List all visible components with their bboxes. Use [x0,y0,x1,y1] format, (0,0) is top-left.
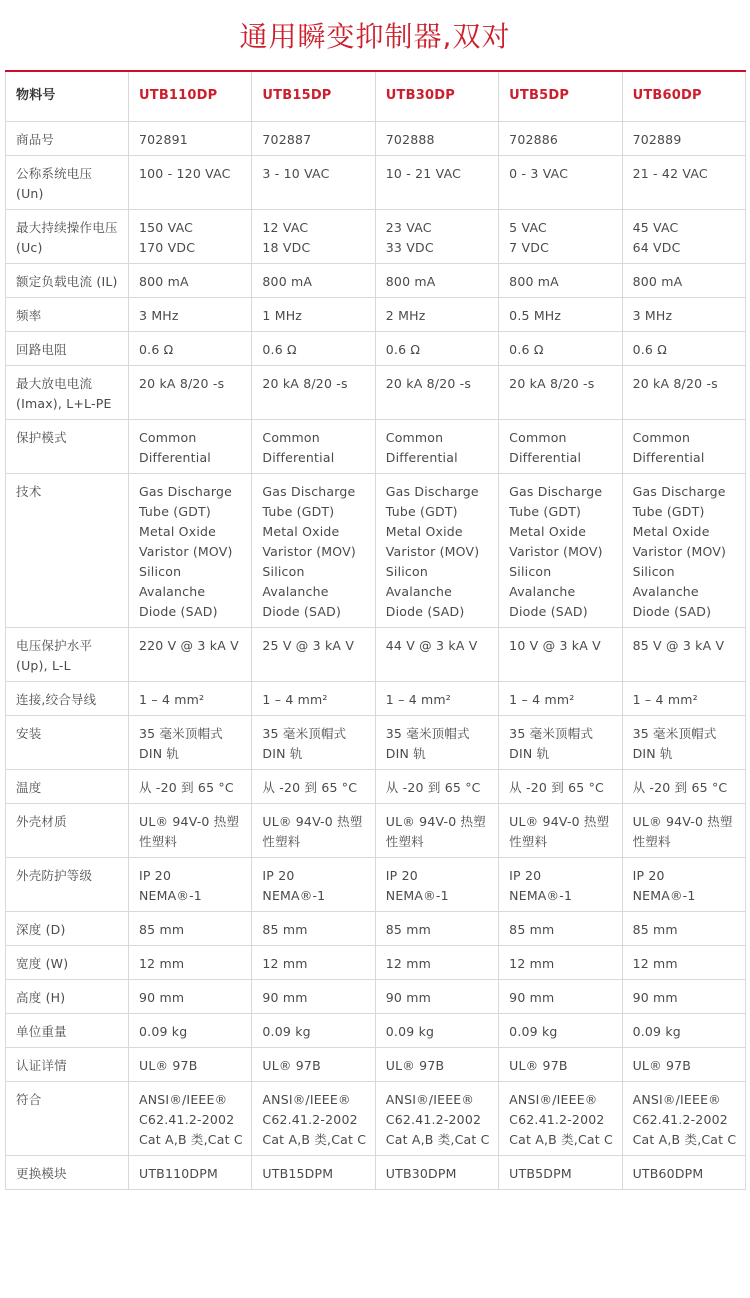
cell-line: Differential [262,450,335,465]
row-label: 外壳材质 [6,804,129,858]
cell-line: 85 mm [385,922,432,937]
table-cell [622,366,745,420]
row-label: 额定负载电流 (IL) [6,264,129,298]
cell-line: IP 20 [509,868,542,883]
table-row [6,980,746,1014]
cell-line: Common [262,430,320,445]
table-cell [252,804,375,858]
table-cell [129,298,252,332]
table-cell [129,980,252,1014]
cell-line: Silicon Avalanche Diode (SAD) [509,564,588,619]
cell-line: UTB110DPM [139,1166,218,1181]
cell-line: 0.6 Ω [139,342,174,357]
table-row [6,420,746,474]
cell-line: Common [385,430,444,445]
table-cell [129,682,252,716]
cell-line: ANSI®/IEEE® C62.41.2-2002 Cat A,B 类,Cat C [632,1092,737,1147]
cell-line: 35 毫米顶帽式 DIN 轨 [509,726,594,761]
cell-line: 85 mm [509,922,555,937]
cell-line: Metal Oxide Varistor (MOV) [509,524,603,559]
table-cell [622,420,745,474]
table-cell [499,716,622,770]
cell-line: 90 mm [632,990,678,1005]
table-cell [499,770,622,804]
table-cell [622,1156,745,1190]
cell-line: 12 mm [139,956,185,971]
cell-line: NEMA®-1 [509,888,573,903]
cell-line: 20 kA 8/20 -s [509,376,595,391]
cell-line: Differential [632,450,705,465]
cell-line: 0 - 3 VAC [509,166,569,181]
cell-line: 12 mm [632,956,678,971]
table-row [6,474,746,628]
row-label: 保护模式 [6,420,129,474]
cell-line: 20 kA 8/20 -s [139,376,225,391]
row-label: 符合 [6,1082,129,1156]
cell-line: 21 - 42 VAC [632,166,708,181]
cell-line: 1 MHz [262,308,303,323]
table-cell [252,210,375,264]
cell-line: ANSI®/IEEE® C62.41.2-2002 Cat A,B 类,Cat C [262,1092,367,1147]
cell-line: 44 V @ 3 kA V [385,638,478,653]
row-label: 最大放电电流 (Imax), L+L-PE [6,366,129,420]
cell-line: UTB30DPM [385,1166,457,1181]
table-cell [375,628,498,682]
cell-line: 0.5 MHz [509,308,562,323]
table-cell [252,628,375,682]
table-cell [622,980,745,1014]
cell-line: 1 – 4 mm² [385,692,452,707]
table-cell [622,1082,745,1156]
table-cell [129,804,252,858]
table-cell [129,156,252,210]
cell-line: 23 VAC [385,220,432,235]
table-header-row [6,71,746,122]
table-cell [129,946,252,980]
table-row [6,210,746,264]
table-cell [129,264,252,298]
spec-table-body [6,71,746,1190]
cell-line: UL® 97B [632,1058,692,1073]
cell-line: ANSI®/IEEE® C62.41.2-2002 Cat A,B 类,Cat C [385,1092,490,1147]
page-title: 通用瞬变抑制器,双对 [239,20,511,53]
cell-line: 从 -20 到 65 °C [509,780,604,795]
cell-line: 85 V @ 3 kA V [632,638,725,653]
cell-line: 1 – 4 mm² [262,692,328,707]
cell-line: 90 mm [262,990,308,1005]
table-cell [129,366,252,420]
row-label: 高度 (H) [6,980,129,1014]
cell-line: 35 毫米顶帽式 DIN 轨 [262,726,347,761]
table-row [6,156,746,210]
table-row [6,298,746,332]
cell-line: 0.09 kg [139,1024,188,1039]
table-cell [375,1014,498,1048]
table-row [6,770,746,804]
cell-line: 90 mm [509,990,555,1005]
table-cell [129,912,252,946]
table-cell [622,804,745,858]
cell-line: 85 mm [139,922,185,937]
table-cell [622,682,745,716]
cell-line: 20 kA 8/20 -s [385,376,472,391]
cell-line: 12 VAC [262,220,309,235]
table-cell [252,770,375,804]
cell-line: 18 VDC [262,240,311,255]
table-cell [129,716,252,770]
cell-line: Common [139,430,197,445]
table-cell [622,912,745,946]
cell-line: 800 mA [509,274,559,289]
table-row [6,332,746,366]
table-row [6,804,746,858]
model-number: UTB15DP [252,71,375,122]
table-cell [622,946,745,980]
cell-line: UL® 97B [262,1058,321,1073]
cell-line: 150 VAC [139,220,194,235]
table-cell [252,980,375,1014]
cell-line: UL® 94V-0 热塑性塑料 [509,814,610,849]
model-number: UTB5DP [499,71,622,122]
cell-line: 3 - 10 VAC [262,166,330,181]
cell-line: 从 -20 到 65 °C [632,780,728,795]
cell-line: NEMA®-1 [385,888,449,903]
cell-line: 90 mm [385,990,432,1005]
table-cell [499,1048,622,1082]
cell-line: Silicon Avalanche Diode (SAD) [385,564,465,619]
table-cell [252,122,375,156]
cell-line: NEMA®-1 [262,888,326,903]
table-cell [252,1156,375,1190]
table-cell [375,1156,498,1190]
table-cell [252,474,375,628]
table-cell [499,366,622,420]
cell-line: 90 mm [139,990,185,1005]
table-cell [252,912,375,946]
cell-line: 45 VAC [632,220,679,235]
cell-line: 0.6 Ω [262,342,297,357]
cell-line: Gas Discharge Tube (GDT) [139,484,233,519]
cell-line: Metal Oxide Varistor (MOV) [632,524,727,559]
table-cell [375,332,498,366]
spec-table [5,70,746,1190]
cell-line: IP 20 [385,868,418,883]
table-cell [499,946,622,980]
row-label: 回路电阻 [6,332,129,366]
cell-line: 1 – 4 mm² [139,692,205,707]
cell-line: 10 V @ 3 kA V [509,638,601,653]
table-cell [252,858,375,912]
table-row [6,912,746,946]
table-cell [622,770,745,804]
table-row [6,682,746,716]
cell-line: 85 mm [262,922,308,937]
cell-line: 0.6 Ω [509,342,544,357]
table-cell [622,156,745,210]
table-cell [375,716,498,770]
table-cell [499,1014,622,1048]
table-cell [375,804,498,858]
model-number: UTB30DP [375,71,498,122]
table-cell [252,156,375,210]
cell-line: 0.09 kg [509,1024,558,1039]
table-cell [499,980,622,1014]
table-cell [375,474,498,628]
cell-line: IP 20 [632,868,665,883]
cell-line: UTB15DPM [262,1166,334,1181]
cell-line: 10 - 21 VAC [385,166,462,181]
table-row [6,1082,746,1156]
table-cell [375,682,498,716]
cell-line: UTB5DPM [509,1166,572,1181]
table-cell [252,332,375,366]
cell-line: Metal Oxide Varistor (MOV) [139,524,233,559]
row-label: 深度 (D) [6,912,129,946]
cell-line: 12 mm [509,956,555,971]
cell-line: 702891 [139,132,188,147]
cell-line: Gas Discharge Tube (GDT) [385,484,479,519]
cell-line: UL® 97B [139,1058,198,1073]
row-label: 外壳防护等级 [6,858,129,912]
cell-line: 800 mA [632,274,683,289]
table-cell [252,716,375,770]
cell-line: 35 毫米顶帽式 DIN 轨 [385,726,470,761]
table-cell [129,1014,252,1048]
row-label: 连接,绞合导线 [6,682,129,716]
table-cell [375,1048,498,1082]
cell-line: 从 -20 到 65 °C [385,780,481,795]
table-cell [622,332,745,366]
table-cell [499,628,622,682]
table-cell [622,210,745,264]
cell-line: 64 VDC [632,240,681,255]
cell-line: Silicon Avalanche Diode (SAD) [632,564,712,619]
cell-line: 35 毫米顶帽式 DIN 轨 [139,726,223,761]
table-cell [252,264,375,298]
row-label: 宽度 (W) [6,946,129,980]
cell-line: Silicon Avalanche Diode (SAD) [262,564,342,619]
cell-line: 702889 [632,132,682,147]
table-cell [499,210,622,264]
table-cell [622,858,745,912]
table-cell [129,210,252,264]
table-cell [129,858,252,912]
table-cell [375,366,498,420]
cell-line: 20 kA 8/20 -s [632,376,718,391]
table-cell [622,264,745,298]
table-cell [499,264,622,298]
cell-line: 3 MHz [139,308,179,323]
table-row [6,716,746,770]
cell-line: 85 mm [632,922,678,937]
table-cell [622,298,745,332]
table-cell [622,122,745,156]
table-cell [129,420,252,474]
row-label: 频率 [6,298,129,332]
table-cell [622,716,745,770]
cell-line: 12 mm [262,956,308,971]
table-cell [252,366,375,420]
cell-line: 2 MHz [385,308,426,323]
table-row [6,122,746,156]
table-cell [499,420,622,474]
table-row [6,1048,746,1082]
row-label: 最大持续操作电压 (Uc) [6,210,129,264]
cell-line: NEMA®-1 [632,888,696,903]
cell-line: Differential [509,450,582,465]
model-number: UTB110DP [129,71,252,122]
table-cell [129,332,252,366]
cell-line: Differential [385,450,458,465]
table-cell [129,770,252,804]
table-cell [252,946,375,980]
row-label: 商品号 [6,122,129,156]
cell-line: UL® 94V-0 热塑性塑料 [262,814,363,849]
table-cell [375,264,498,298]
cell-line: 25 V @ 3 kA V [262,638,355,653]
table-row [6,946,746,980]
table-cell [375,858,498,912]
table-cell [252,420,375,474]
table-cell [499,122,622,156]
cell-line: Common [509,430,567,445]
table-cell [499,804,622,858]
row-label: 安装 [6,716,129,770]
table-cell [622,1014,745,1048]
table-cell [375,980,498,1014]
cell-line: Metal Oxide Varistor (MOV) [262,524,356,559]
cell-line: UL® 94V-0 热塑性塑料 [139,814,240,849]
table-cell [252,1048,375,1082]
table-cell [129,122,252,156]
cell-line: NEMA®-1 [139,888,202,903]
cell-line: IP 20 [139,868,172,883]
cell-line: UL® 97B [385,1058,445,1073]
cell-line: 35 毫米顶帽式 DIN 轨 [632,726,717,761]
cell-line: IP 20 [262,868,295,883]
row-label: 单位重量 [6,1014,129,1048]
cell-line: 220 V @ 3 kA V [139,638,239,653]
cell-line: 702888 [385,132,435,147]
table-cell [129,1156,252,1190]
table-cell [375,770,498,804]
cell-line: 12 mm [385,956,432,971]
table-cell [499,474,622,628]
cell-line: 702887 [262,132,312,147]
cell-line: 0.09 kg [262,1024,311,1039]
table-row [6,628,746,682]
cell-line: Differential [139,450,211,465]
cell-line: 0.6 Ω [632,342,667,357]
header-label: 物料号 [6,71,129,122]
cell-line: 100 - 120 VAC [139,166,231,181]
table-cell [375,420,498,474]
table-cell [499,682,622,716]
row-label: 认证详情 [6,1048,129,1082]
table-cell [129,1082,252,1156]
row-label: 公称系统电压 (Un) [6,156,129,210]
cell-line: 1 – 4 mm² [509,692,575,707]
table-cell [499,332,622,366]
cell-line: 0.6 Ω [385,342,421,357]
table-cell [499,912,622,946]
cell-line: 从 -20 到 65 °C [139,780,234,795]
model-number: UTB60DP [622,71,745,122]
cell-line: Gas Discharge Tube (GDT) [509,484,603,519]
table-row [6,264,746,298]
row-label: 技术 [6,474,129,628]
cell-line: UTB60DPM [632,1166,704,1181]
cell-line: Common [632,430,691,445]
cell-line: UL® 94V-0 热塑性塑料 [385,814,486,849]
table-row [6,1156,746,1190]
cell-line: ANSI®/IEEE® C62.41.2-2002 Cat A,B 类,Cat C [139,1092,243,1147]
table-cell [252,1082,375,1156]
table-row [6,858,746,912]
cell-line: Gas Discharge Tube (GDT) [632,484,726,519]
cell-line: UL® 97B [509,1058,568,1073]
table-cell [375,210,498,264]
cell-line: 0.09 kg [632,1024,681,1039]
table-cell [129,474,252,628]
cell-line: 170 VDC [139,240,196,255]
cell-line: 20 kA 8/20 -s [262,376,348,391]
table-cell [129,628,252,682]
row-label: 电压保护水平 (Up), L-L [6,628,129,682]
row-label: 温度 [6,770,129,804]
cell-line: 从 -20 到 65 °C [262,780,358,795]
cell-line: 800 mA [139,274,189,289]
table-cell [499,298,622,332]
table-cell [499,1156,622,1190]
table-cell [375,298,498,332]
table-cell [375,1082,498,1156]
table-cell [499,1082,622,1156]
table-cell [375,946,498,980]
row-label: 更换模块 [6,1156,129,1190]
table-cell [375,156,498,210]
cell-line: Silicon Avalanche Diode (SAD) [139,564,218,619]
table-row [6,366,746,420]
cell-line: 800 mA [262,274,313,289]
cell-line: ANSI®/IEEE® C62.41.2-2002 Cat A,B 类,Cat C [509,1092,613,1147]
cell-line: 702886 [509,132,559,147]
cell-line: 800 mA [385,274,436,289]
cell-line: Gas Discharge Tube (GDT) [262,484,356,519]
table-cell [252,298,375,332]
cell-line: Metal Oxide Varistor (MOV) [385,524,480,559]
cell-line: 33 VDC [385,240,434,255]
cell-line: 1 – 4 mm² [632,692,698,707]
cell-line: 5 VAC [509,220,547,235]
table-cell [622,474,745,628]
table-cell [252,682,375,716]
table-row [6,1014,746,1048]
cell-line: 7 VDC [509,240,550,255]
cell-line: 3 MHz [632,308,673,323]
cell-line: 0.09 kg [385,1024,435,1039]
table-cell [129,1048,252,1082]
table-cell [622,1048,745,1082]
table-cell [499,858,622,912]
table-cell [375,122,498,156]
table-cell [499,156,622,210]
table-cell [252,1014,375,1048]
cell-line: UL® 94V-0 热塑性塑料 [632,814,733,849]
table-cell [375,912,498,946]
table-cell [622,628,745,682]
